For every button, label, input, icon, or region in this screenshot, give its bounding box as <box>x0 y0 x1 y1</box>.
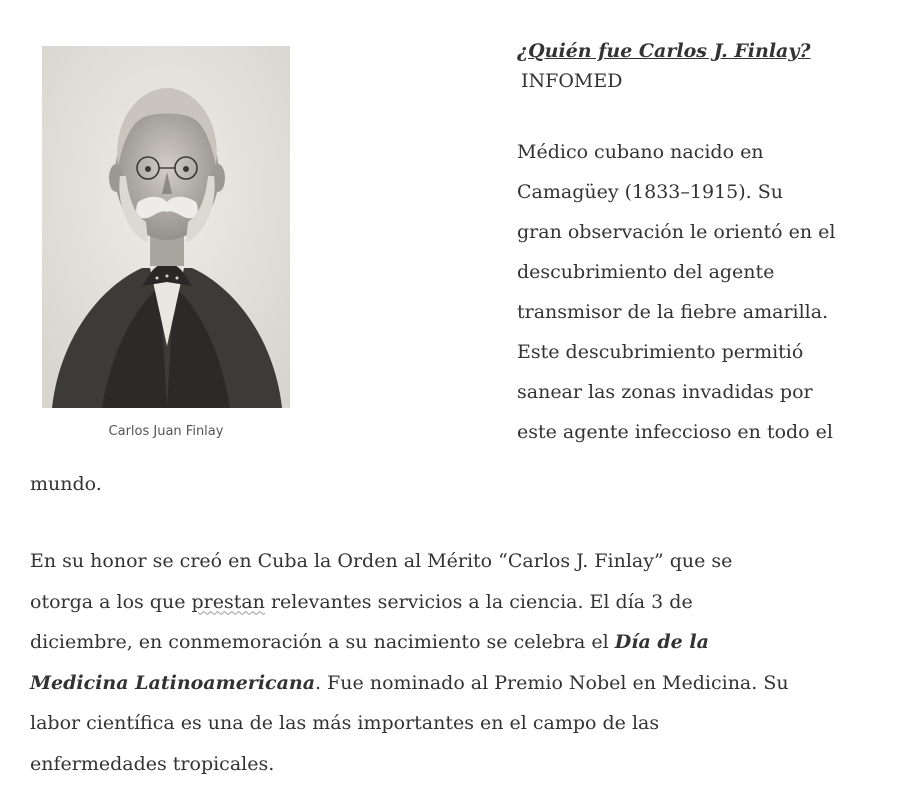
paragraph-1-tail: mundo. <box>30 473 102 495</box>
paragraph-1 <box>517 132 879 452</box>
paragraph-1-line: Médico cubano nacido en <box>517 141 764 163</box>
paragraph-1-line: transmisor de la fiebre amarilla. <box>517 301 829 323</box>
paragraph-2-text: diciembre, en conmemoración a su nacimiento se celebra el <box>30 631 615 653</box>
paragraph-1-line: este agente infeccioso en todo el <box>517 421 833 443</box>
spellcheck-word: prestan <box>191 590 265 613</box>
paragraph-1-line: descubrimiento del agente <box>517 261 775 283</box>
paragraph-2-line <box>30 663 880 704</box>
paragraph-2-text: relevantes servicios a la ciencia. El día 3 de <box>264 590 693 613</box>
portrait-illustration <box>42 46 290 408</box>
article-title-link[interactable]: ¿Quién fue Carlos J. Finlay? <box>517 40 811 62</box>
emphasis-text: Medicina Latinoamericana <box>30 671 316 694</box>
paragraph-2 <box>30 541 880 784</box>
paragraph-1-line: sanear las zonas invadidas por <box>517 381 813 403</box>
paragraph-1-line: Este descubrimiento permitió <box>517 341 804 363</box>
paragraph-1-line: gran observación le orientó en el <box>517 221 836 243</box>
paragraph-2-line <box>30 622 880 663</box>
emphasis-text: Día de la <box>614 631 709 653</box>
paragraph-2-line <box>30 541 880 582</box>
paragraph-2-text: otorga a los que <box>30 590 192 613</box>
paragraph-2-line <box>30 582 880 623</box>
paragraph-2-text: En su honor se creó en Cuba la Orden al Mérito “Carlos J. Finlay” que se <box>30 550 733 572</box>
paragraph-2-text: . Fue nominado al Premio Nobel en Medicina. Su <box>315 671 789 694</box>
paragraph-1-line: Camagüey (1833–1915). Su <box>517 181 783 203</box>
paragraph-2-text: enfermedades tropicales. <box>30 752 275 775</box>
paragraph-2-text: labor científica es una de las más importantes en el campo de las <box>30 712 660 734</box>
article-side-column <box>517 36 887 452</box>
paragraph-2-line <box>30 703 880 744</box>
portrait-image <box>42 46 290 408</box>
paragraph-2-line <box>30 744 880 785</box>
portrait-caption: Carlos Juan Finlay <box>108 424 224 439</box>
article-source: INFOMED <box>521 70 623 92</box>
